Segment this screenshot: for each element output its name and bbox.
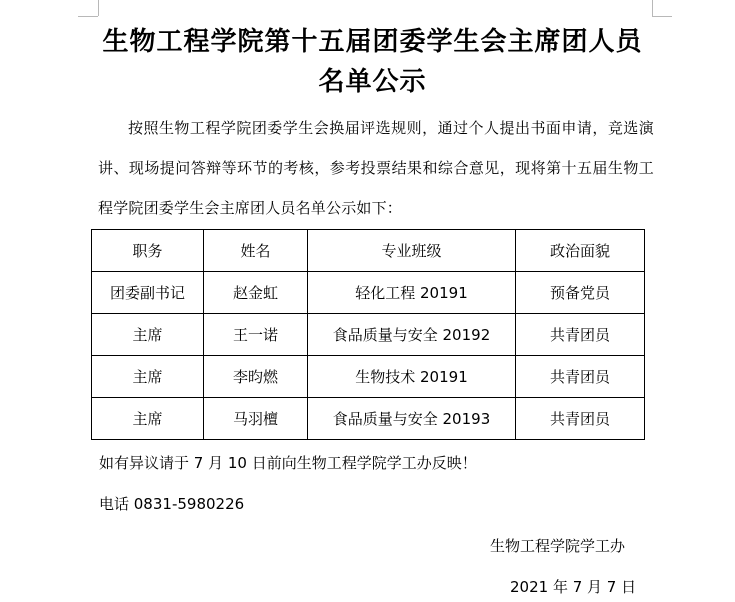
table-cell: 共青团员 <box>516 398 645 440</box>
table-cell: 赵金虹 <box>204 272 308 314</box>
table-row <box>92 398 645 440</box>
table-cell: 马羽檀 <box>204 398 308 440</box>
header-cell-political-status: 政治面貌 <box>516 230 645 272</box>
table-cell: 共青团员 <box>516 314 645 356</box>
document-title: 生物工程学院第十五届团委学生会主席团人员名单公示 <box>102 27 643 97</box>
crop-mark-top-right-horizontal <box>652 16 672 17</box>
contact-phone: 电话 0831-5980226 <box>99 495 245 513</box>
table-cell: 主席 <box>92 356 204 398</box>
table-cell: 轻化工程 20191 <box>308 272 516 314</box>
objection-note: 如有异议请于 7 月 10 日前向生物工程学院学工办反映！ <box>99 454 477 472</box>
crop-mark-top-left-horizontal <box>78 16 98 17</box>
table-row <box>92 272 645 314</box>
table-header-row <box>92 230 645 272</box>
table-cell: 食品质量与安全 20193 <box>308 398 516 440</box>
crop-mark-top-right <box>652 0 653 16</box>
header-cell-position: 职务 <box>92 230 204 272</box>
table-cell: 预备党员 <box>516 272 645 314</box>
table-cell: 团委副书记 <box>92 272 204 314</box>
announcement-paragraph: 按照生物工程学院团委学生会换届评选规则，通过个人提出书面申请，竞选演讲、现场提问答辩等环节的考核，参考投票结果和综合意见，现将第十五届生物工程学院团委学生会主席团人员名单公示如下： <box>98 119 654 217</box>
header-cell-major-class: 专业班级 <box>308 230 516 272</box>
issue-date: 2021 年 7 月 7 日 <box>510 578 637 596</box>
header-cell-name: 姓名 <box>204 230 308 272</box>
table-cell: 生物技术 20191 <box>308 356 516 398</box>
table-cell: 王一诺 <box>204 314 308 356</box>
issuing-office: 生物工程学院学工办 <box>490 537 626 555</box>
roster-table <box>91 229 645 440</box>
table-cell: 李昀燃 <box>204 356 308 398</box>
crop-mark-top-left <box>98 0 99 16</box>
table-cell: 主席 <box>92 398 204 440</box>
table-row <box>92 314 645 356</box>
table-row <box>92 356 645 398</box>
table-cell: 主席 <box>92 314 204 356</box>
table-cell: 共青团员 <box>516 356 645 398</box>
table-cell: 食品质量与安全 20192 <box>308 314 516 356</box>
